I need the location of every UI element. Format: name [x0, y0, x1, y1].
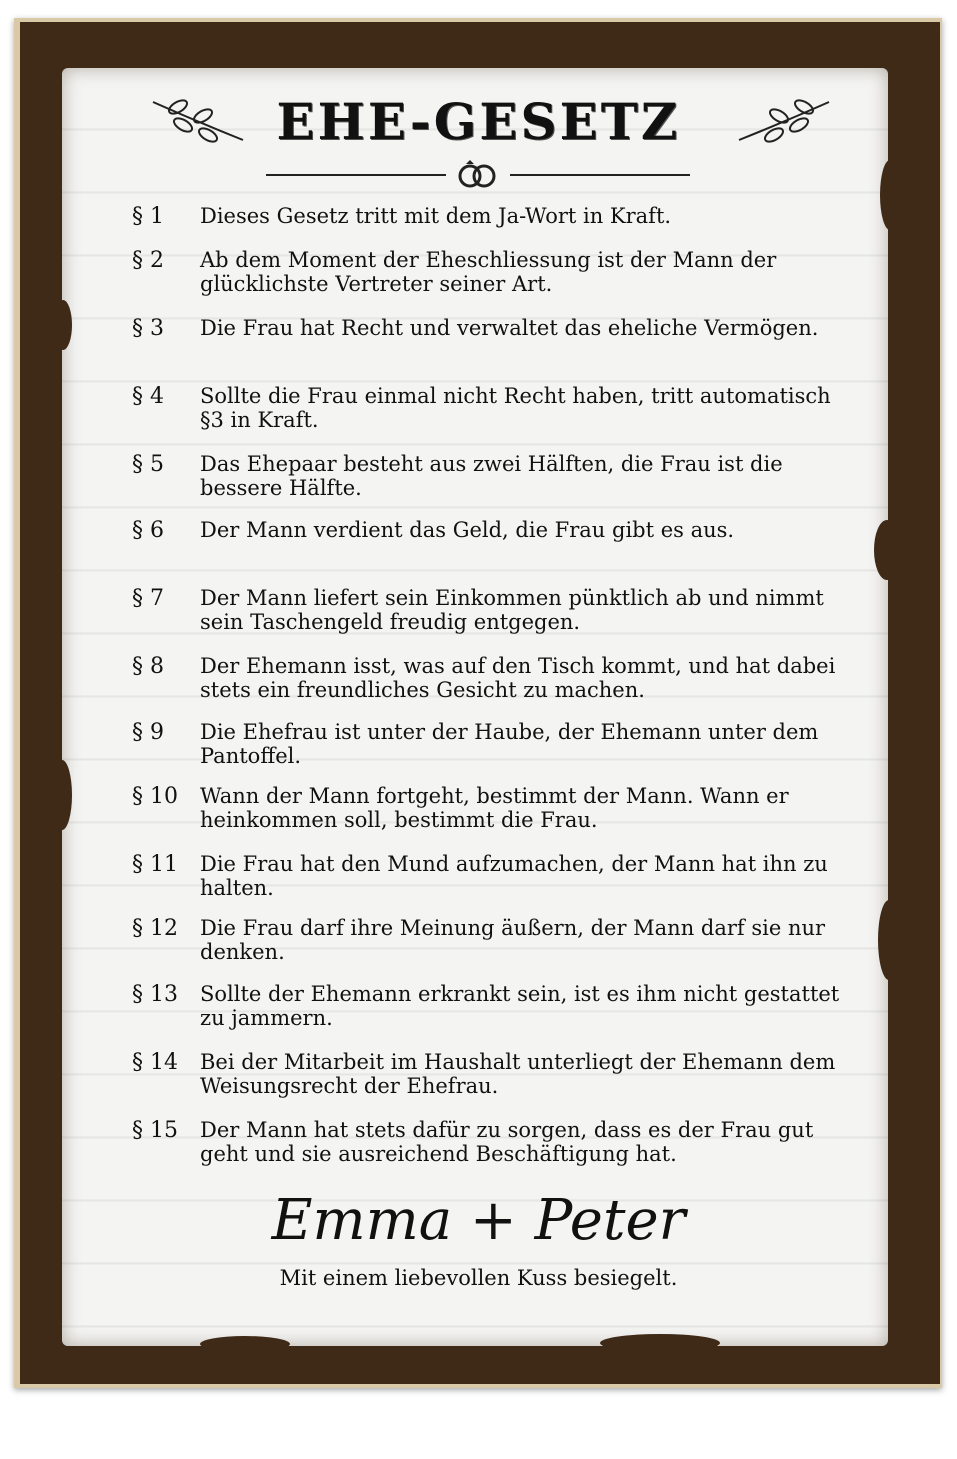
law-number: § 11	[132, 852, 178, 877]
law-text: Die Ehefrau ist unter der Haube, der Ehemann unter dem Pantoffel.	[200, 720, 819, 768]
law-number: § 9	[132, 720, 164, 745]
law-text: Der Mann verdient das Geld, die Frau gibt es aus.	[200, 518, 735, 542]
law-number: § 3	[132, 316, 164, 341]
law-text: Sollte der Ehemann erkrankt sein, ist es ihm nicht gestattet zu jammern.	[200, 982, 840, 1030]
law-text: Die Frau hat Recht und verwaltet das eheliche Vermögen.	[200, 316, 819, 340]
wedding-rings-icon	[450, 160, 506, 190]
law-number: § 7	[132, 586, 164, 611]
law-text: Ab dem Moment der Eheschliessung ist der Mann der glücklichste Vertreter seiner Art.	[200, 248, 777, 296]
law-number: § 10	[132, 784, 178, 809]
law-text: Wann der Mann fortgeht, bestimmt der Mann. Wann er heinkommen soll, bestimmt die Frau.	[200, 784, 789, 832]
edge-splotch	[54, 300, 72, 350]
page-title: EHE-GESETZ	[276, 92, 681, 151]
edge-splotch	[52, 760, 72, 830]
tagline: Mit einem liebevollen Kuss besiegelt.	[279, 1266, 678, 1290]
law-number: § 13	[132, 982, 178, 1007]
law-text: Der Ehemann isst, was auf den Tisch kommt, und hat dabei stets ein freundliches Gesicht zu machen.	[200, 654, 836, 702]
law-text: Dieses Gesetz tritt mit dem Ja-Wort in Kraft.	[200, 204, 672, 228]
law-text: Die Frau darf ihre Meinung äußern, der Mann darf sie nur denken.	[200, 916, 826, 964]
law-number: § 4	[132, 384, 164, 409]
law-text: Sollte die Frau einmal nicht Recht haben, tritt automatisch §3 in Kraft.	[200, 384, 831, 432]
law-text: Das Ehepaar besteht aus zwei Hälften, die Frau ist die bessere Hälfte.	[200, 452, 783, 500]
law-number: § 1	[132, 204, 164, 229]
law-text: Bei der Mitarbeit im Haushalt unterliegt der Ehemann dem Weisungsrecht der Ehefrau.	[200, 1050, 836, 1098]
law-text: Der Mann hat stets dafür zu sorgen, dass es der Frau gut geht und sie ausreichend Beschäftigung hat.	[200, 1118, 814, 1166]
title-divider-left	[266, 174, 446, 176]
couple-signature: Emma + Peter	[271, 1188, 686, 1253]
law-number: § 8	[132, 654, 164, 679]
edge-splotch	[874, 520, 900, 580]
law-text: Der Mann liefert sein Einkommen pünktlich ab und nimmt sein Taschengeld freudig entgegen.	[200, 586, 824, 634]
law-number: § 12	[132, 916, 178, 941]
law-number: § 6	[132, 518, 164, 543]
law-number: § 2	[132, 248, 164, 273]
law-number: § 5	[132, 452, 164, 477]
edge-splotch	[880, 160, 900, 230]
edge-splotch	[878, 900, 900, 980]
edge-splotch	[600, 1334, 720, 1352]
edge-splotch	[200, 1336, 290, 1352]
title-divider-right	[510, 174, 690, 176]
law-number: § 15	[132, 1118, 178, 1143]
law-text: Die Frau hat den Mund aufzumachen, der Mann hat ihn zu halten.	[200, 852, 828, 900]
law-number: § 14	[132, 1050, 178, 1075]
